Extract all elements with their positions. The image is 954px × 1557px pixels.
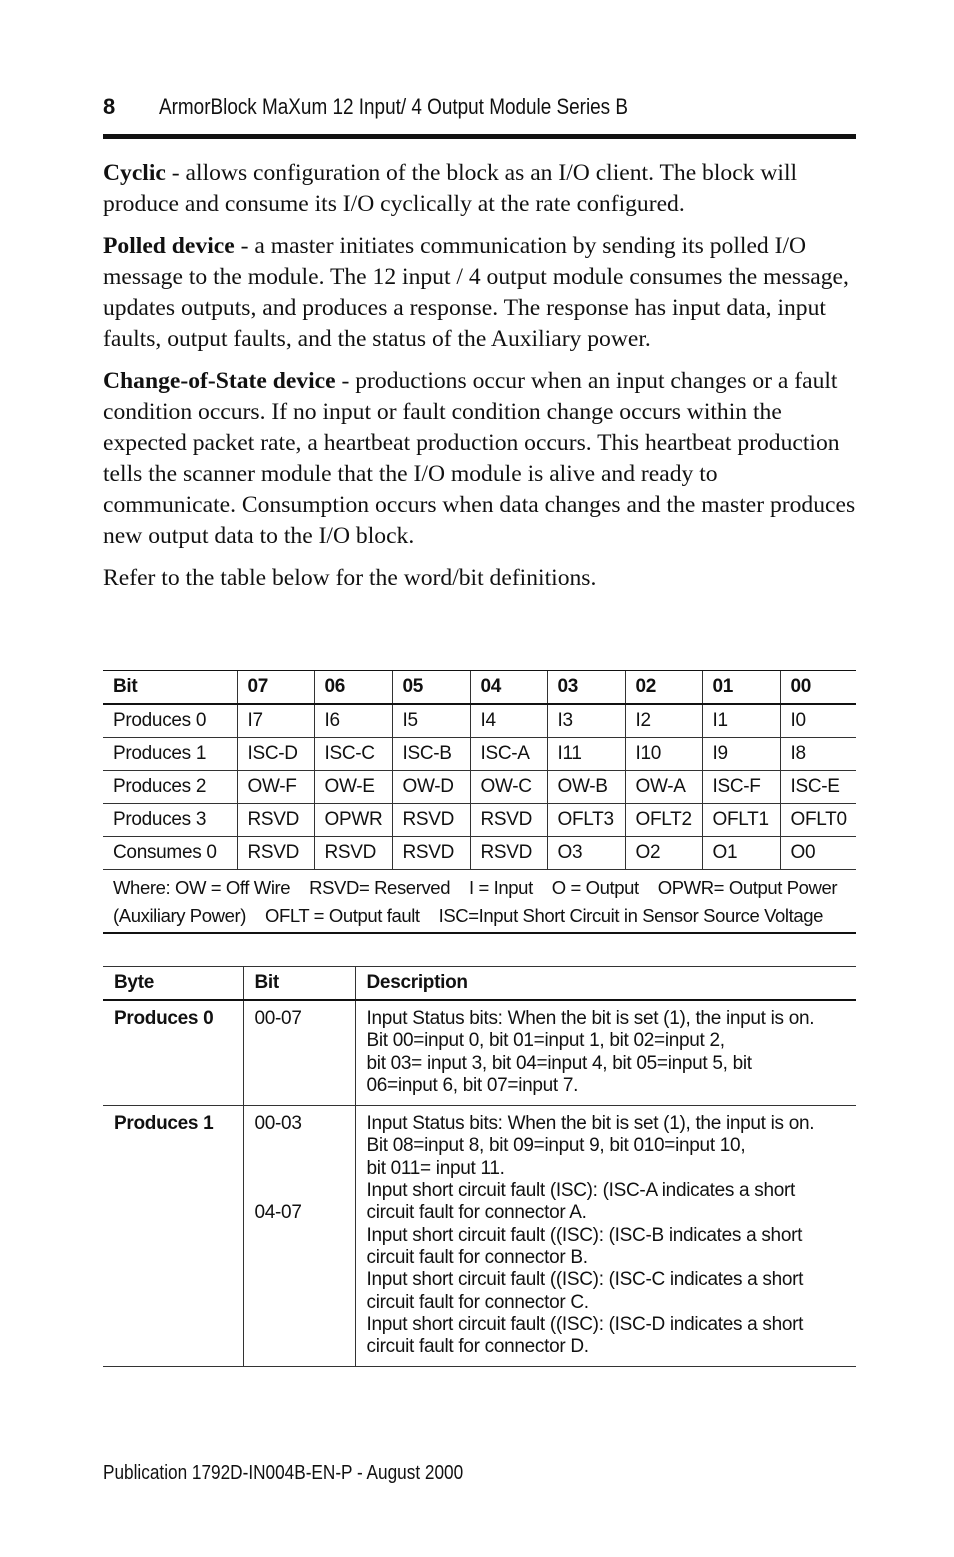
table-cell: I2 <box>625 704 702 738</box>
description-cell <box>355 1000 856 1106</box>
table-cell: RSVD <box>237 804 314 837</box>
table-cell: RSVD <box>392 804 470 837</box>
table-cell: I4 <box>470 704 547 738</box>
body-text <box>103 158 856 605</box>
table-cell: RSVD <box>392 837 470 870</box>
term-change-of-state: Change-of-State device <box>103 368 336 394</box>
table-cell: ISC-A <box>470 738 547 771</box>
description-cell <box>355 1106 856 1367</box>
table-header-row <box>103 671 856 705</box>
description-line: bit 03= input 3, bit 04=input 4, bit 05=input 5, bit <box>366 1052 752 1074</box>
bit-range: 04-07 <box>254 1202 302 1224</box>
table-cell: I3 <box>547 704 625 738</box>
table-cell: OPWR <box>314 804 392 837</box>
table-cell: ISC-C <box>314 738 392 771</box>
legend-line: Where: OW = Off Wire RSVD= Reserved I = Input O = Output OPWR= Output Power <box>113 877 838 898</box>
description-line: circuit fault for connector C. <box>366 1291 589 1313</box>
page-number: 8 <box>103 94 116 119</box>
legend-line: (Auxiliary Power) OFLT = Output fault ISC=Input Short Circuit in Sensor Source Voltage <box>113 905 824 926</box>
table-row <box>103 1106 856 1367</box>
table-cell: I9 <box>702 738 780 771</box>
header-cell: 00 <box>780 671 856 705</box>
description-line: circuit fault for connector D. <box>366 1336 589 1358</box>
header-cell: 03 <box>547 671 625 705</box>
table-cell: I6 <box>314 704 392 738</box>
table-cell: Produces 2 <box>103 771 237 804</box>
table-row <box>103 804 856 837</box>
table-cell: I8 <box>780 738 856 771</box>
header-cell: 01 <box>702 671 780 705</box>
table-cell: O1 <box>702 837 780 870</box>
paragraph-refer <box>103 563 856 594</box>
table-cell: OW-D <box>392 771 470 804</box>
table-legend-row <box>103 870 856 934</box>
table-row <box>103 771 856 804</box>
term-cyclic: Cyclic <box>103 160 166 186</box>
term-polled-device: Polled device <box>103 233 235 259</box>
description-line: Input Status bits: When the bit is set (1), the input is on. <box>366 1008 815 1029</box>
page-header <box>103 92 856 122</box>
description-line: Input short circuit fault ((ISC): (ISC-C indicates a short <box>366 1269 804 1291</box>
table-row <box>103 837 856 870</box>
table-cell: I5 <box>392 704 470 738</box>
bit-cell <box>243 1106 355 1367</box>
table-cell: OFLT2 <box>625 804 702 837</box>
publication-footer: Publication 1792D-IN004B-EN-P - August 2000 <box>103 1462 464 1484</box>
description-line: circuit fault for connector B. <box>366 1246 588 1268</box>
bit-definition-table <box>103 670 856 934</box>
table-cell: O3 <box>547 837 625 870</box>
table-cell: OFLT1 <box>702 804 780 837</box>
paragraph-text: Refer to the table below for the word/bit definitions. <box>103 565 597 591</box>
table-cell: Produces 1 <box>103 738 237 771</box>
table-legend <box>103 870 856 934</box>
table-cell: OFLT0 <box>780 804 856 837</box>
table-cell: OW-C <box>470 771 547 804</box>
table-cell: ISC-F <box>702 771 780 804</box>
description-line: 06=input 6, bit 07=input 7. <box>366 1074 579 1096</box>
table-cell: I10 <box>625 738 702 771</box>
header-cell: Bit <box>243 967 355 1001</box>
bit-cell <box>243 1000 355 1106</box>
header-title: ArmorBlock MaXum 12 Input/ 4 Output Module Series B <box>159 94 629 119</box>
table-cell: O2 <box>625 837 702 870</box>
description-line: Input short circuit fault ((ISC): (ISC-D indicates a short <box>366 1313 804 1335</box>
paragraph-text: - allows configuration of the block as an I/O client. The block will produce and consume its I/O cyclically at the rate configured. <box>103 160 798 217</box>
description-line: Bit 08=input 8, bit 09=input 9, bit 010=input 10, <box>366 1135 746 1157</box>
header-cell: Byte <box>103 967 243 1001</box>
header-rule <box>103 134 856 139</box>
header-cell: Bit <box>103 671 237 705</box>
table-cell: Produces 3 <box>103 804 237 837</box>
bit-range: 00-03 <box>254 1113 302 1135</box>
description-line: Input short circuit fault ((ISC): (ISC-B indicates a short <box>366 1224 803 1246</box>
table-cell: I0 <box>780 704 856 738</box>
table-cell: OW-A <box>625 771 702 804</box>
table-cell: ISC-D <box>237 738 314 771</box>
table-cell: I7 <box>237 704 314 738</box>
table-cell: I1 <box>702 704 780 738</box>
paragraph-polled-device <box>103 231 856 355</box>
table-cell: OW-B <box>547 771 625 804</box>
header-cell: 07 <box>237 671 314 705</box>
byte-cell: Produces 1 <box>103 1106 243 1367</box>
header-cell: Description <box>355 967 856 1001</box>
table-cell: ISC-B <box>392 738 470 771</box>
byte-description-table <box>103 966 856 1367</box>
table-cell: RSVD <box>237 837 314 870</box>
table-row <box>103 704 856 738</box>
table-cell: OW-F <box>237 771 314 804</box>
table-cell: Consumes 0 <box>103 837 237 870</box>
table-header-row <box>103 967 856 1001</box>
description-line: circuit fault for connector A. <box>366 1202 587 1224</box>
table-cell: OFLT3 <box>547 804 625 837</box>
header-cell: 06 <box>314 671 392 705</box>
table-cell: OW-E <box>314 771 392 804</box>
table-cell: RSVD <box>470 804 547 837</box>
bit-range: 00-07 <box>254 1008 302 1029</box>
description-line: Input Status bits: When the bit is set (1), the input is on. <box>366 1113 815 1135</box>
table-cell: RSVD <box>314 837 392 870</box>
table-cell: ISC-E <box>780 771 856 804</box>
paragraph-cyclic <box>103 158 856 220</box>
header-cell: 02 <box>625 671 702 705</box>
header-cell: 05 <box>392 671 470 705</box>
paragraph-change-of-state <box>103 366 856 552</box>
description-line: bit 011= input 11. <box>366 1157 505 1179</box>
table-cell: RSVD <box>470 837 547 870</box>
description-line: Input short circuit fault (ISC): (ISC-A indicates a short <box>366 1180 796 1202</box>
table-cell: Produces 0 <box>103 704 237 738</box>
table-cell: I11 <box>547 738 625 771</box>
paragraph-text: - productions occur when an input changes or a fault condition occurs. If no input or fault condition change occurs within the expected packet rate, a heartbeat production occurs. This heartbeat production tells the scanner module that the I/O module is alive and ready to communicate. Consumption occurs when data changes and the master produces new output data to the I/O block. <box>103 368 856 549</box>
paragraph-text: - a master initiates communication by sending its polled I/O message to the module. The 12 input / 4 output module consumes the message, updates outputs, and produces a response. The response has input data, input faults, output faults, and the status of the Auxiliary power. <box>103 233 849 352</box>
table-cell: O0 <box>780 837 856 870</box>
header-cell: 04 <box>470 671 547 705</box>
byte-cell: Produces 0 <box>103 1000 243 1106</box>
table-row <box>103 738 856 771</box>
description-line: Bit 00=input 0, bit 01=input 1, bit 02=input 2, <box>366 1030 725 1052</box>
table-row <box>103 1000 856 1106</box>
